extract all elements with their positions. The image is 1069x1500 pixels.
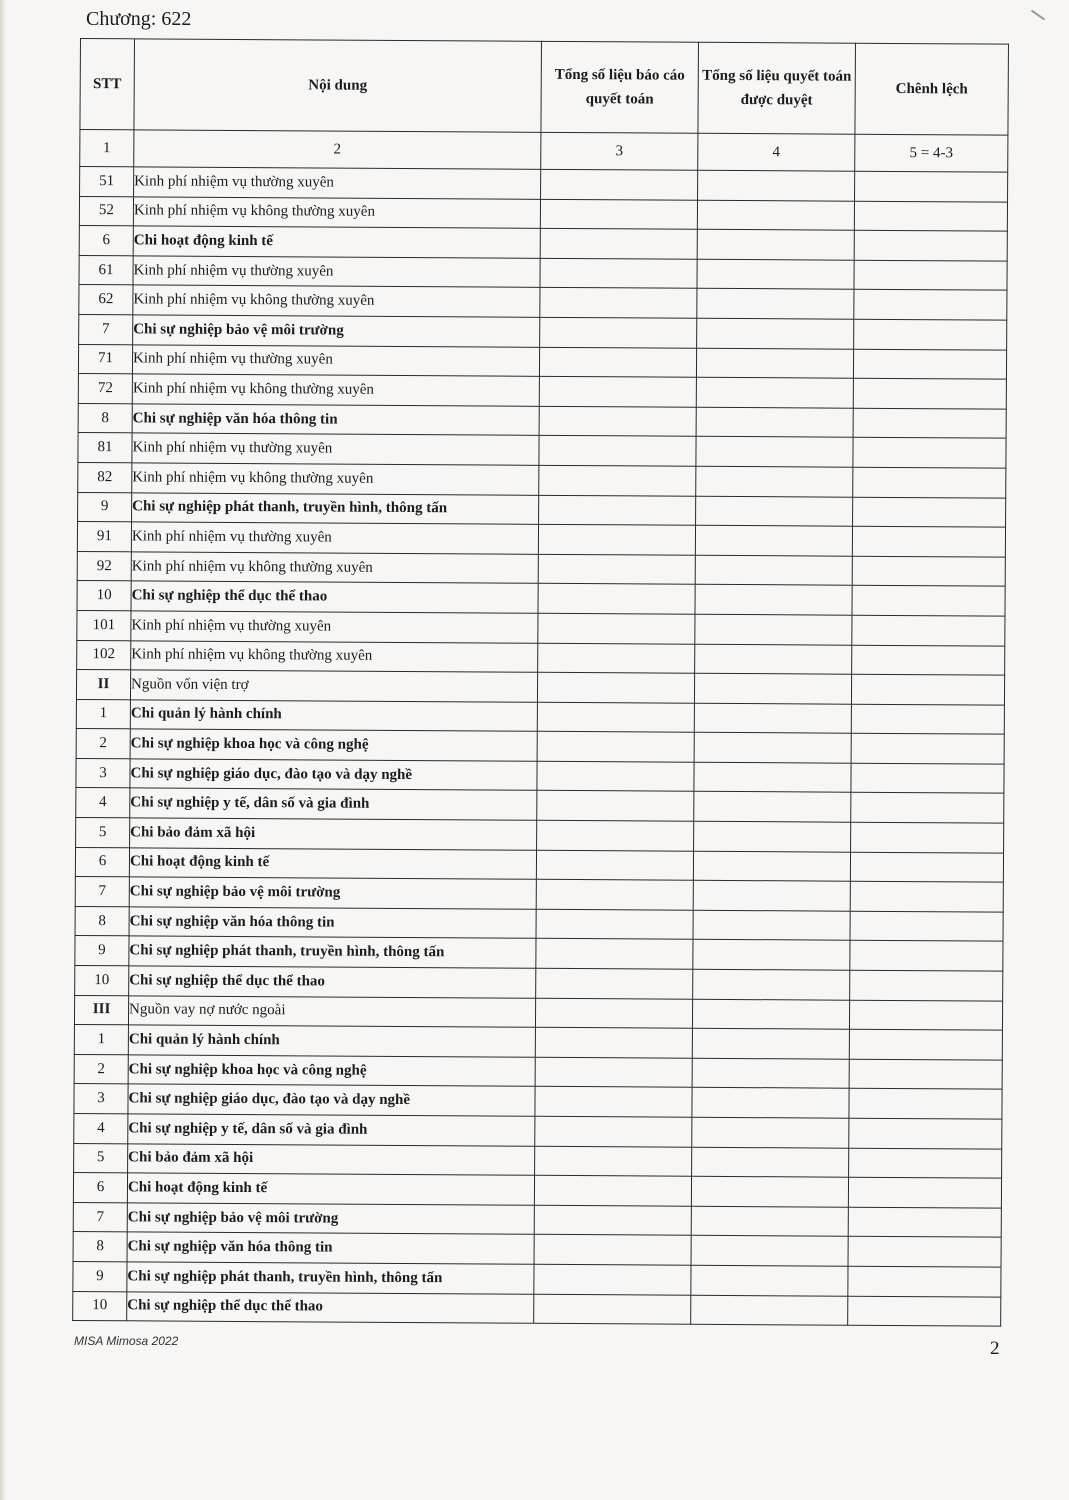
- row-content: Kinh phí nhiệm vụ không thường xuyên: [131, 640, 538, 672]
- reported-cell: [536, 968, 693, 999]
- software-footer: MISA Mimosa 2022: [74, 1334, 179, 1348]
- chapter-label: Chương: 622: [86, 8, 192, 30]
- difference-cell: [852, 556, 1005, 587]
- approved-cell: [692, 1117, 849, 1148]
- approved-cell: [697, 289, 854, 320]
- row-stt: 5: [76, 818, 130, 848]
- reported-cell: [534, 1175, 691, 1206]
- approved-cell: [691, 1176, 848, 1207]
- approved-cell: [696, 377, 853, 408]
- row-content: Chi sự nghiệp khoa học và công nghệ: [130, 729, 537, 761]
- approved-cell: [693, 940, 850, 971]
- table-row: [73, 1291, 1001, 1326]
- difference-cell: [853, 349, 1006, 380]
- approved-cell: [692, 1028, 849, 1059]
- reported-cell: [536, 850, 693, 881]
- reported-cell: [537, 732, 694, 763]
- difference-cell: [852, 526, 1005, 557]
- row-content: Chi bảo đảm xã hội: [128, 1143, 535, 1175]
- approved-cell: [696, 466, 853, 497]
- row-stt: 4: [76, 788, 130, 818]
- difference-cell: [854, 230, 1007, 261]
- reported-cell: [537, 761, 694, 792]
- difference-cell: [849, 1089, 1002, 1120]
- reported-cell: [534, 1235, 691, 1266]
- row-content: Chi hoạt động kinh tế: [133, 226, 540, 258]
- row-content: Chi sự nghiệp thể dục thể thao: [127, 1291, 534, 1323]
- row-stt: 62: [79, 285, 133, 315]
- approved-cell: [691, 1295, 848, 1326]
- reported-cell: [537, 791, 694, 822]
- row-stt: 71: [78, 344, 132, 374]
- difference-cell: [848, 1296, 1001, 1327]
- page-edge-shadow: [0, 0, 6, 1500]
- reported-cell: [537, 820, 694, 851]
- approved-cell: [692, 1147, 849, 1178]
- reported-cell: [536, 939, 693, 970]
- approved-cell: [692, 999, 849, 1030]
- row-content: Kinh phí nhiệm vụ không thường xuyên: [133, 196, 540, 228]
- row-content: Kinh phí nhiệm vụ thường xuyên: [131, 522, 538, 554]
- difference-cell: [849, 1000, 1002, 1031]
- approved-cell: [695, 614, 852, 645]
- row-content: Kinh phí nhiệm vụ thường xuyên: [131, 611, 538, 643]
- approved-cell: [695, 644, 852, 675]
- difference-cell: [850, 970, 1003, 1001]
- row-stt: 6: [75, 847, 129, 877]
- difference-cell: [848, 1207, 1001, 1238]
- difference-cell: [848, 1177, 1001, 1208]
- row-content: Kinh phí nhiệm vụ thường xuyên: [133, 256, 540, 288]
- column-number-row: [80, 130, 1008, 173]
- column-number: 3: [541, 132, 698, 170]
- reported-cell: [538, 554, 695, 585]
- difference-cell: [851, 734, 1004, 765]
- reported-cell: [534, 1205, 691, 1236]
- row-stt: 1: [74, 1025, 128, 1055]
- difference-cell: [850, 881, 1003, 912]
- difference-cell: [848, 1266, 1001, 1297]
- approved-cell: [698, 170, 855, 201]
- row-content: Chi hoạt động kinh tế: [129, 847, 536, 879]
- row-stt: 9: [78, 492, 132, 522]
- row-stt: 10: [75, 966, 129, 996]
- row-content: Kinh phí nhiệm vụ thường xuyên: [132, 433, 539, 465]
- difference-cell: [854, 201, 1007, 232]
- row-content: Chi bảo đảm xã hội: [130, 818, 537, 850]
- approved-cell: [694, 821, 851, 852]
- row-stt: 8: [78, 403, 132, 433]
- row-stt: 61: [79, 255, 133, 285]
- difference-cell: [853, 497, 1006, 528]
- row-stt: 102: [77, 640, 131, 670]
- reported-cell: [534, 1264, 691, 1295]
- approved-cell: [697, 229, 854, 260]
- difference-cell: [850, 852, 1003, 883]
- row-content: Chi sự nghiệp khoa học và công nghệ: [128, 1055, 535, 1087]
- reported-cell: [536, 909, 693, 940]
- row-stt: 82: [78, 462, 132, 492]
- approved-cell: [697, 259, 854, 290]
- row-stt: 7: [75, 877, 129, 907]
- approved-cell: [691, 1265, 848, 1296]
- row-content: Chi quản lý hành chính: [128, 1025, 535, 1057]
- reported-cell: [538, 613, 695, 644]
- row-stt: 10: [77, 581, 131, 611]
- row-stt: 9: [73, 1261, 127, 1291]
- row-content: Chi sự nghiệp y tế, dân số và gia đình: [128, 1114, 535, 1146]
- reported-cell: [537, 702, 694, 733]
- difference-cell: [852, 615, 1005, 646]
- difference-cell: [854, 290, 1007, 321]
- row-stt: 91: [77, 522, 131, 552]
- reported-cell: [535, 1116, 692, 1147]
- reported-cell: [535, 1028, 692, 1059]
- approved-cell: [691, 1236, 848, 1267]
- row-stt: 4: [74, 1113, 128, 1143]
- approved-cell: [693, 881, 850, 912]
- approved-cell: [693, 851, 850, 882]
- row-stt: 3: [76, 758, 130, 788]
- header-row: [80, 39, 1009, 136]
- row-content: Chi sự nghiệp bảo vệ môi trường: [127, 1203, 534, 1235]
- difference-cell: [851, 822, 1004, 853]
- reported-cell: [535, 998, 692, 1029]
- corner-mark: [1031, 10, 1045, 21]
- approved-cell: [694, 792, 851, 823]
- row-content: Kinh phí nhiệm vụ không thường xuyên: [132, 463, 539, 495]
- reported-cell: [540, 258, 697, 289]
- difference-cell: [849, 1148, 1002, 1179]
- row-content: Chi sự nghiệp bảo vệ môi trường: [133, 315, 540, 347]
- approved-cell: [696, 407, 853, 438]
- row-stt: 8: [73, 1232, 127, 1262]
- row-content: Kinh phí nhiệm vụ không thường xuyên: [131, 552, 538, 584]
- row-stt: 7: [79, 314, 133, 344]
- row-stt: 6: [73, 1173, 127, 1203]
- difference-cell: [853, 408, 1006, 439]
- reported-cell: [538, 643, 695, 674]
- row-content: Chi sự nghiệp giáo dục, đào tạo và dạy nghề: [128, 1084, 535, 1116]
- row-content: Kinh phí nhiệm vụ thường xuyên: [132, 344, 539, 376]
- approved-cell: [694, 762, 851, 793]
- row-stt: 3: [74, 1084, 128, 1114]
- header-reported: Tổng số liệu báo cáo quyết toán: [541, 41, 699, 133]
- approved-cell: [695, 585, 852, 616]
- row-stt: 6: [79, 226, 133, 256]
- row-stt: 5: [74, 1143, 128, 1173]
- reported-cell: [535, 1087, 692, 1118]
- row-content: Chi hoạt động kinh tế: [127, 1173, 534, 1205]
- reported-cell: [539, 347, 696, 378]
- difference-cell: [850, 941, 1003, 972]
- reported-cell: [534, 1294, 691, 1325]
- row-stt: 2: [74, 1054, 128, 1084]
- approved-cell: [697, 200, 854, 231]
- approved-cell: [695, 525, 852, 556]
- reported-cell: [540, 199, 697, 230]
- approved-cell: [691, 1206, 848, 1237]
- approved-cell: [692, 1058, 849, 1089]
- difference-cell: [849, 1029, 1002, 1060]
- difference-cell: [852, 586, 1005, 617]
- difference-cell: [854, 260, 1007, 291]
- row-content: Chi sự nghiệp giáo dục, đào tạo và dạy nghề: [130, 759, 537, 791]
- row-content: Chi sự nghiệp văn hóa thông tin: [129, 907, 536, 939]
- reported-cell: [539, 465, 696, 496]
- approved-cell: [694, 673, 851, 704]
- row-content: Chi sự nghiệp thể dục thể thao: [129, 966, 536, 998]
- row-stt: 2: [76, 729, 130, 759]
- difference-cell: [852, 645, 1005, 676]
- reported-cell: [538, 524, 695, 555]
- reported-cell: [539, 406, 696, 437]
- reported-cell: [535, 1146, 692, 1177]
- approved-cell: [696, 348, 853, 379]
- reported-cell: [541, 169, 698, 200]
- row-stt: 7: [73, 1202, 127, 1232]
- row-stt: 9: [75, 936, 129, 966]
- difference-cell: [851, 674, 1004, 705]
- approved-cell: [694, 703, 851, 734]
- row-content: Kinh phí nhiệm vụ không thường xuyên: [132, 374, 539, 406]
- row-content: Kinh phí nhiệm vụ thường xuyên: [134, 167, 541, 199]
- reported-cell: [539, 495, 696, 526]
- reported-cell: [537, 672, 694, 703]
- difference-cell: [854, 319, 1007, 350]
- row-stt: III: [74, 995, 128, 1025]
- row-stt: 101: [77, 610, 131, 640]
- approved-cell: [694, 733, 851, 764]
- difference-cell: [853, 378, 1006, 409]
- settlement-table: [72, 38, 1009, 1327]
- difference-cell: [850, 911, 1003, 942]
- row-content: Nguồn vay nợ nước ngoài: [128, 995, 535, 1027]
- reported-cell: [535, 1057, 692, 1088]
- approved-cell: [692, 1088, 849, 1119]
- row-content: Chi sự nghiệp phát thanh, truyền hình, thông tấn: [132, 492, 539, 524]
- row-content: Kinh phí nhiệm vụ không thường xuyên: [133, 285, 540, 317]
- row-content: Chi sự nghiệp phát thanh, truyền hình, thông tấn: [129, 936, 536, 968]
- row-content: Chi sự nghiệp thể dục thể thao: [131, 581, 538, 613]
- reported-cell: [539, 376, 696, 407]
- approved-cell: [693, 969, 850, 1000]
- approved-cell: [693, 910, 850, 941]
- difference-cell: [851, 763, 1004, 794]
- row-stt: 10: [73, 1291, 127, 1321]
- column-number: 4: [698, 133, 855, 171]
- difference-cell: [849, 1118, 1002, 1149]
- row-stt: 51: [80, 167, 134, 197]
- row-stt: II: [76, 670, 130, 700]
- table-body: [73, 130, 1008, 1327]
- header-difference: Chênh lệch: [855, 43, 1009, 135]
- row-stt: 92: [77, 551, 131, 581]
- reported-cell: [536, 880, 693, 911]
- header-content: Nội dung: [134, 39, 542, 132]
- reported-cell: [540, 288, 697, 319]
- difference-cell: [851, 704, 1004, 735]
- row-content: Chi sự nghiệp phát thanh, truyền hình, thông tấn: [127, 1262, 534, 1294]
- approved-cell: [697, 318, 854, 349]
- column-number: 2: [134, 130, 541, 169]
- approved-cell: [696, 437, 853, 468]
- row-content: Chi sự nghiệp văn hóa thông tin: [132, 404, 539, 436]
- column-number: 1: [80, 130, 134, 167]
- reported-cell: [539, 436, 696, 467]
- difference-cell: [849, 1059, 1002, 1090]
- reported-cell: [540, 229, 697, 260]
- row-content: Chi quản lý hành chính: [130, 700, 537, 732]
- difference-cell: [853, 438, 1006, 469]
- header-approved: Tổng số liệu quyết toán được duyệt: [698, 42, 856, 134]
- approved-cell: [696, 496, 853, 527]
- row-content: Chi sự nghiệp y tế, dân số và gia đình: [130, 788, 537, 820]
- row-content: Chi sự nghiệp văn hóa thông tin: [127, 1232, 534, 1264]
- row-stt: 81: [78, 433, 132, 463]
- header-stt: STT: [80, 39, 135, 130]
- difference-cell: [848, 1237, 1001, 1268]
- approved-cell: [695, 555, 852, 586]
- row-stt: 72: [78, 374, 132, 404]
- difference-cell: [855, 171, 1008, 202]
- column-number: 5 = 4-3: [855, 134, 1008, 172]
- difference-cell: [851, 793, 1004, 824]
- difference-cell: [853, 467, 1006, 498]
- page-number: 2: [990, 1338, 1000, 1359]
- reported-cell: [538, 584, 695, 615]
- row-stt: 52: [79, 196, 133, 226]
- row-content: Nguồn vốn viện trợ: [130, 670, 537, 702]
- row-stt: 8: [75, 906, 129, 936]
- reported-cell: [540, 317, 697, 348]
- row-stt: 1: [76, 699, 130, 729]
- row-content: Chi sự nghiệp bảo vệ môi trường: [129, 877, 536, 909]
